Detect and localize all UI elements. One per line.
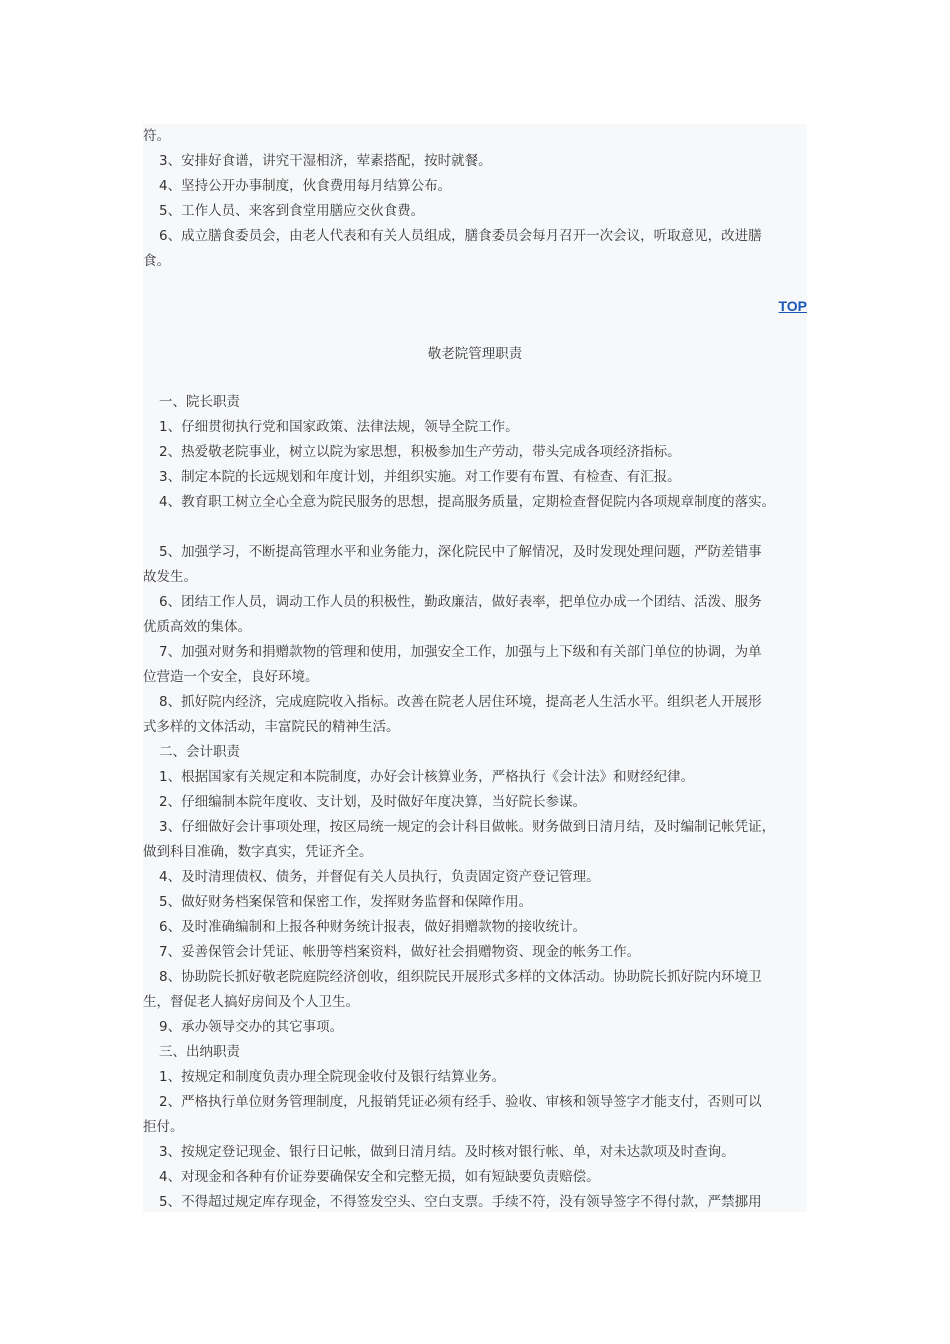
text-line: 位营造一个安全，良好环境。 [143, 669, 319, 685]
text-line: 4、教育职工树立全心全意为院民服务的思想，提高服务质量，定期检查督促院内各项规章制度的落实。 [159, 494, 776, 510]
text-line: 2、仔细编制本院年度收、支计划，及时做好年度决算，当好院长参谋。 [159, 794, 587, 810]
text-line: 6、及时准确编制和上报各种财务统计报表，做好捐赠款物的接收统计。 [159, 919, 587, 935]
text-line: 符。 [143, 128, 170, 144]
text-line: 5、不得超过规定库存现金，不得签发空头、空白支票。手续不符，没有领导签字不得付款，严禁挪用 [159, 1194, 762, 1210]
text-line: 3、制定本院的长远规划和年度计划，并组织实施。对工作要有布置、有检查、有汇报。 [159, 469, 681, 485]
text-line: 二、会计职责 [159, 744, 240, 760]
text-line: 一、院长职责 [159, 394, 240, 410]
text-line: 做到科目准确，数字真实，凭证齐全。 [143, 844, 373, 860]
text-line: 6、成立膳食委员会，由老人代表和有关人员组成，膳食委员会每月召开一次会议，听取意见，改进膳 [159, 228, 762, 244]
text-line: 9、承办领导交办的其它事项。 [159, 1019, 344, 1035]
document-page [143, 124, 807, 1212]
text-line: 3、安排好食谱，讲究干湿相济，荤素搭配，按时就餐。 [159, 153, 492, 169]
text-line: 1、根据国家有关规定和本院制度，办好会计核算业务，严格执行《会计法》和财经纪律。 [159, 769, 695, 785]
text-line: 4、坚持公开办事制度，伙食费用每月结算公布。 [159, 178, 452, 194]
text-line: 4、及时清理债权、债务，并督促有关人员执行，负责固定资产登记管理。 [159, 869, 600, 885]
text-line: 2、严格执行单位财务管理制度，凡报销凭证必须有经手、验收、审核和领导签字才能支付，否则可以 [159, 1094, 762, 1110]
text-line: 7、妥善保管会计凭证、帐册等档案资料，做好社会捐赠物资、现金的帐务工作。 [159, 944, 641, 960]
text-line: 式多样的文体活动，丰富院民的精神生活。 [143, 719, 400, 735]
text-line: 8、抓好院内经济，完成庭院收入指标。改善在院老人居住环境，提高老人生活水平。组织老人开展形 [159, 694, 762, 710]
text-line: 6、团结工作人员，调动工作人员的积极性，勤政廉洁，做好表率，把单位办成一个团结、活泼、服务 [159, 594, 762, 610]
text-line: 三、出纳职责 [159, 1044, 240, 1060]
text-line: 5、做好财务档案保管和保密工作，发挥财务监督和保障作用。 [159, 894, 533, 910]
text-line: 8、协助院长抓好敬老院庭院经济创收，组织院民开展形式多样的文体活动。协助院长抓好院内环境卫 [159, 969, 762, 985]
text-line: 拒付。 [143, 1119, 184, 1135]
text-line: 食。 [143, 253, 170, 269]
text-line: 7、加强对财务和捐赠款物的管理和使用，加强安全工作，加强与上下级和有关部门单位的协调，为单 [159, 644, 762, 660]
text-line: 优质高效的集体。 [143, 619, 251, 635]
text-line: 4、对现金和各种有价证券要确保安全和完整无损，如有短缺要负责赔偿。 [159, 1169, 600, 1185]
text-line: 故发生。 [143, 569, 197, 585]
text-line: 1、仔细贯彻执行党和国家政策、法律法规，领导全院工作。 [159, 419, 519, 435]
text-line: 5、工作人员、来客到食堂用膳应交伙食费。 [159, 203, 425, 219]
section-title: 敬老院管理职责 [427, 346, 523, 362]
top-link[interactable]: TOP [778, 298, 807, 314]
text-line: 2、热爱敬老院事业，树立以院为家思想，积极参加生产劳动，带头完成各项经济指标。 [159, 444, 681, 460]
text-line: 1、按规定和制度负责办理全院现金收付及银行结算业务。 [159, 1069, 506, 1085]
text-line: 3、按规定登记现金、银行日记帐，做到日清月结。及时核对银行帐、单，对未达款项及时查询。 [159, 1144, 735, 1160]
text-line: 3、仔细做好会计事项处理，按区局统一规定的会计科目做帐。财务做到日清月结，及时编制记帐凭证， [159, 819, 776, 835]
text-line: 5、加强学习，不断提高管理水平和业务能力，深化院民中了解情况，及时发现处理问题，严防差错事 [159, 544, 762, 560]
text-line: 生，督促老人搞好房间及个人卫生。 [143, 994, 359, 1010]
